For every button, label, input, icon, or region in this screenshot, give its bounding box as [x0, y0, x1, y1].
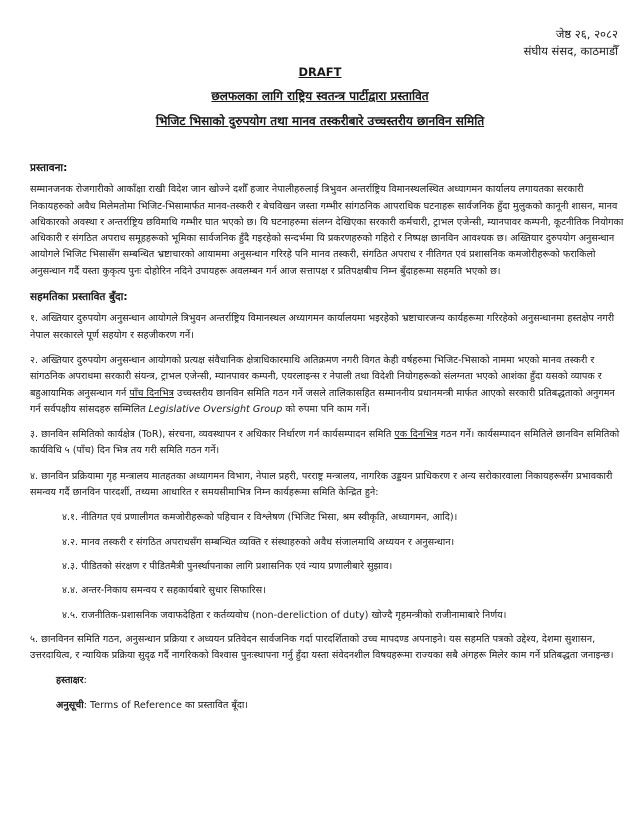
signature-line	[56, 673, 626, 689]
sub-point-4-4: ४.४. अन्तर-निकाय समन्वय र सहकार्यबारे सुधार सिफारिस।	[62, 585, 266, 597]
document-date: जेष्ठ २६, २०८२	[555, 27, 618, 41]
document-place: संघीय संसद, काठमाडौँ	[523, 44, 618, 58]
preamble-heading: प्रस्तावना:	[30, 162, 68, 174]
annex-line	[56, 698, 626, 714]
title-line-2: भिजिट भिसाको दुरुपयोग तथा मानव तस्करीबारे उच्चस्तरीय छानविन समिति	[155, 114, 485, 128]
sub-point-4-3: ४.३. पीडितको संरक्षण र पीडितमैत्री पुनर्स्थापनाका लागि प्रशासनिक एवं न्याय प्रणालीबारे सुझाव।	[62, 560, 393, 572]
sub-point-4-1: ४.१. नीतिगत एवं प्रणालीगत कमजोरीहरूको पहिचान र विश्लेषण (भिजिट भिसा, श्रम स्वीकृति, अध्यागमन, आदि)।	[62, 512, 458, 524]
sub-point-4-5: ४.५. राजनीतिक-प्रशासनिक जवाफदेहिता र कर्तव्यवोध (non-dereliction of duty) खोज्दै गृहमन्त्रीको राजीनामाबारे निर्णय।	[62, 609, 507, 621]
point-3-text-b: गठन गर्ने। कार्यसम्पादन समितिले छानविन समितिको कार्यविधि ५ (पाँच) दिन भित्र तय गरी समिति गठन गर्ने।	[30, 429, 620, 457]
point-2-text-a: २. अख्तियार दुरुपयोग अनुसन्धान आयोगको प्रत्यक्ष संवैधानिक क्षेत्राधिकारमाथि अतिक्रमण नगरी विगत केही वर्षहरुमा भिजिट-भिसाको नाममा भएको मानव तस्करी र सांगठनिक अपराधमा सरकारी संयन्त्र, ट्राभल एजेन्सी, म्यानपावर कम्पनी, एयरलाइन्स र नेपाली तथा विदेशी नियोगहरूको संलग्नता भएको आशंका हुँदा यसको व्यापक र बहुआयामिक अनुसन्धान गर्न	[30, 354, 602, 399]
sub-point-4-2: ४.२. मानव तस्करी र संगठित अपराधसँग सम्बन्धित व्यक्ति र संस्थाहरुको अवैध संजालमाथि अध्ययन र अनुसन्धान।	[62, 536, 455, 548]
preamble-text: सम्मानजनक रोजगारीको आकाँक्षा राखी विदेश जान खोज्ने दशौँ हजार नेपालीहरुलाई त्रिभुवन अन्तर्राष्ट्रिय विमानस्थलस्थित अध्यागमन कार्यालय लगायतका सरकारी निकायहरुको अवैध मिलेमतोमा भिजिट-भिसामार्फत मानव-तस्करी र बेचविखन जस्ता गम्भीर सांगठनिक आपराधिक घटनाहरू सार्वजनिक हुँदा मुलुकको कानूनी शासन, मानव अधिकारको अवस्था र अन्तर्राष्ट्रिय छविमाथि गम्भीर घात भएको छ। यि घटनाहरुमा संलग्न देखिएका सरकारी कर्मचारी, ट्राभल एजेन्सी, म्यानपावर कम्पनी, कूटनीतिक नियोगका अधिकारी र संगठित अपराध समूहहरूको भूमिका सार्वजनिक हुँदै गइरहेको सन्दर्भमा यि प्रकरणहरुको गहिरो र निष्पक्ष छानविन आवश्यक छ। अख्तियार दुरुपयोग अनुसन्धान आयोगले भिजिट भिसासँग सम्बन्धित भ्रष्टाचारको आयाममा अनुसन्धान गरिरहे पनि मानव तस्करी, संगठित अपराध र नीतिगत एवं प्रशासनिक कमजोरीहरूको फराकिलो अनुसन्धान गर्दै यस्ता कुकृत्य पुनः दोहोरिन नदिने उपायहरू अवलम्बन गर्न आज सत्तापक्ष र प्रतिपक्षबीच निम्न बुँदाहरूमा सहमति भएको छ।	[30, 184, 624, 277]
title-block	[0, 64, 640, 138]
signature-colon: :	[83, 675, 87, 687]
annex-text: : Terms of Reference का प्रस्तावित बूँदा।	[83, 699, 249, 711]
date-block	[524, 26, 618, 60]
point-2-deadline: पाँच दिनभित्र	[129, 387, 174, 399]
draft-label: DRAFT	[298, 65, 342, 79]
point-3-text-a: ३. छानविन समितिको कार्यक्षेत्र (ToR), संरचना, व्यवस्थापन र अधिकार निर्धारण गर्न कार्यसम्पादन समिति	[30, 429, 395, 441]
signature-label: हस्ताक्षर	[56, 675, 84, 687]
point-3	[30, 427, 626, 460]
points-heading: सहमतिका प्रस्तावित बुँदा:	[30, 291, 128, 304]
point-3-deadline: एक दिनभित्र	[394, 429, 438, 441]
document-body	[30, 160, 626, 722]
point-2	[30, 353, 626, 418]
annex-label: अनुसूची	[56, 699, 84, 711]
point-4: ४. छानविन प्रक्रियामा गृह मन्त्रालय मातहतका अध्यागमन विभाग, नेपाल प्रहरी, परराष्ट्र मन्त्रालय, नागरिक उड्डयन प्राधिकरण र अन्य सरोकारवाला निकायहरूसँग प्रभावकारी समन्वय गर्दै छानविन पारदर्शी, तथ्यमा आधारित र समयसीमाभित्र निम्न कार्यहरूमा समिति केन्द्रित हुने:	[30, 470, 613, 499]
title-line-1: छलफलका लागि राष्ट्रिय स्वतन्त्र पार्टीद्वारा प्रस्तावित	[211, 89, 429, 103]
point-2-group-name: Legislative Oversight Group	[148, 403, 283, 415]
point-5: ५. छानविनन समिति गठन, अनुसन्धान प्रक्रिया र अध्ययन प्रतिवेदन सार्वजनिक गर्दा पारदर्शिताको उच्च मापदण्ड अपनाइने। यस सहमति पत्रको उद्देश्य, देशमा सुशासन, उत्तरदायित्व, र न्यायिक प्रक्रिया सुदृढ गर्दै नागरिकको विश्वास पुनःस्थापना गर्नु हुँदा यस्ता संवेदनशील विषयहरूमा राज्यका सबै अंगहरू मिलेर काम गर्ने प्रतिबद्धता जनाइन्छ।	[30, 633, 614, 662]
point-2-text-b: उच्चस्तरीय छानविन समिति गठन गर्ने जसले तालिकासहित सम्माननीय प्रधानमन्त्री मार्फत आएको सरकारी प्रतिबद्धताको अनुगमन गर्न सर्वपक्षीय सांसदहरु सम्मिलित	[30, 387, 615, 415]
point-2-text-c: को रुपमा पनि काम गर्ने।	[282, 403, 371, 415]
point-1: १. अख्तियार दुरुपयोग अनुसन्धान आयोगले त्रिभुवन अन्तर्राष्ट्रिय विमानस्थल अध्यागमन कार्यालयमा भइरहेको भ्रष्टाचारजन्य कार्यहरूमा गरिरहेको अनुसन्धानमा हस्तक्षेप नगरी नेपाल सरकारले पूर्ण सहयोग र सहजीकरण गर्ने।	[30, 313, 615, 341]
